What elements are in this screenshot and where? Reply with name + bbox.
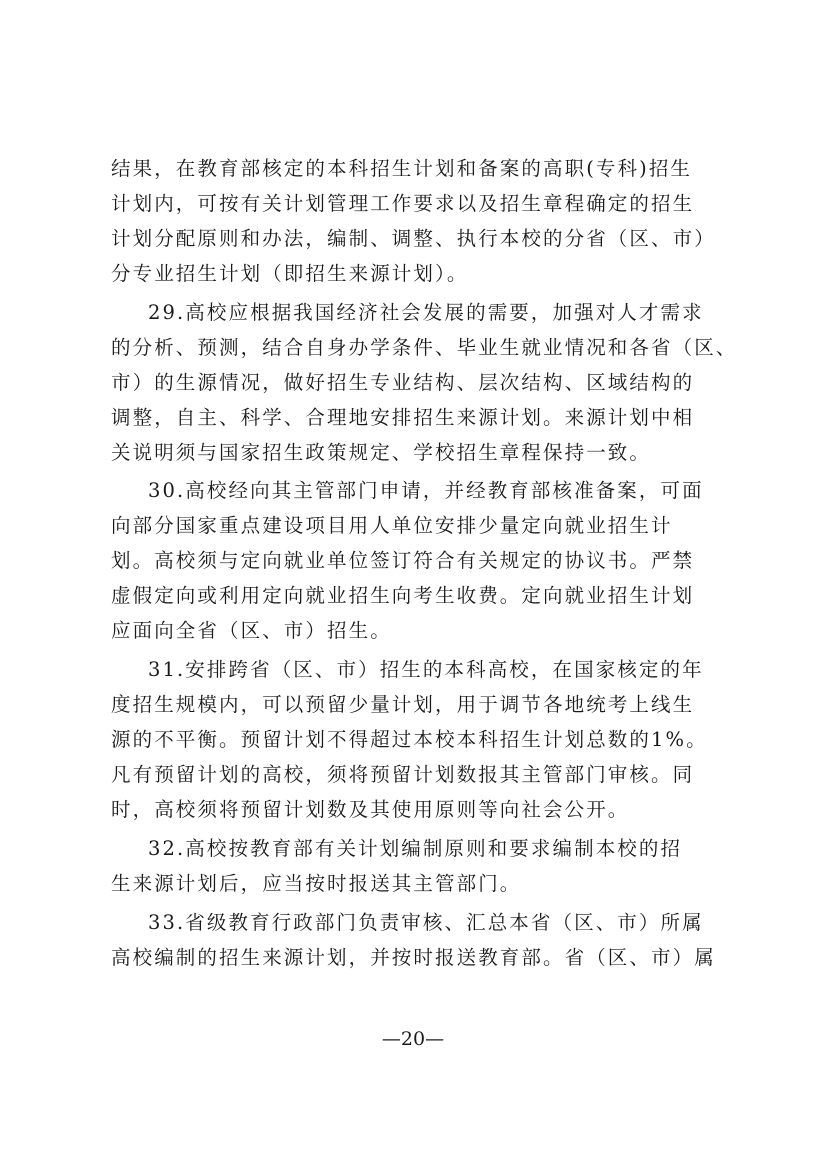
- text-line: 分专业招生计划（即招生来源计划）。: [111, 262, 469, 285]
- text-line: 计划分配原则和办法，编制、调整、执行本校的分省（区、市）: [111, 227, 716, 250]
- text-line: 结果，在教育部核定的本科招生计划和备案的高职(专科)招生: [111, 157, 693, 180]
- text-line: 度招生规模内，可以预留少量计划，用于调节各地统考上线生: [111, 693, 695, 716]
- paragraph-29-start: 29.高校应根据我国经济社会发展的需要，加强对人才需求: [148, 301, 704, 324]
- text-line: 源的不平衡。预留计划不得超过本校本科招生计划总数的1%。: [111, 728, 708, 751]
- text-line: 时，高校须将预留计划数及其使用原则等向社会公开。: [111, 798, 630, 821]
- text-line: 市）的生源情况，做好招生专业结构、层次结构、区域结构的: [111, 371, 695, 394]
- text-line: 虚假定向或利用定向就业招生向考生收费。定向就业招生计划: [111, 584, 695, 607]
- text-line: 凡有预留计划的高校，须将预留计划数报其主管部门审核。同: [111, 763, 695, 786]
- paragraph-32-start: 32.高校按教育部有关计划编制原则和要求编制本校的招: [148, 837, 683, 860]
- text-line: 向部分国家重点建设项目用人单位安排少量定向就业招生计: [111, 514, 673, 537]
- paragraph-30-start: 30.高校经向其主管部门申请，并经教育部核准备案，可面: [148, 479, 704, 502]
- text-line: 调整，自主、科学、合理地安排招生来源计划。来源计划中相: [111, 406, 695, 429]
- paragraph-31-start: 31.安排跨省（区、市）招生的本科高校，在国家核定的年: [148, 658, 704, 681]
- paragraph-33-start: 33.省级教育行政部门负责审核、汇总本省（区、市）所属: [148, 911, 704, 934]
- text-line: 的分析、预测，结合自身办学条件、毕业生就业情况和各省（区、: [111, 336, 738, 359]
- text-line: 高校编制的招生来源计划，并按时报送教育部。省（区、市）属: [111, 946, 716, 969]
- text-line: 计划内，可按有关计划管理工作要求以及招生章程确定的招生: [111, 192, 695, 215]
- text-line: 生来源计划后，应当按时报送其主管部门。: [111, 872, 522, 895]
- page-number: —20—: [381, 1028, 445, 1050]
- text-line: 应面向全省（区、市）招生。: [111, 619, 392, 642]
- text-line: 关说明须与国家招生政策规定、学校招生章程保持一致。: [111, 441, 652, 464]
- text-line: 划。高校须与定向就业单位签订符合有关规定的协议书。严禁: [111, 549, 695, 572]
